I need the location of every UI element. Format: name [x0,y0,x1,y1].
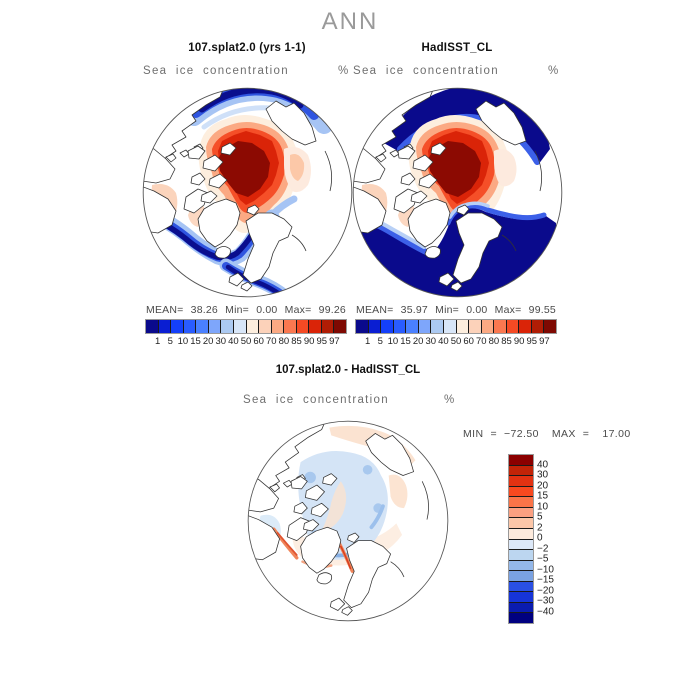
colorbar-tick-label: 15 [190,336,201,347]
diff-max-label: MAX [551,428,576,440]
colorbar-tick-label: 60 [463,336,474,347]
colorbar-tick-label: 97 [539,336,550,347]
colorbar-segment [507,320,520,333]
colorbar-tick-label: 10 [537,501,549,512]
colorbar-tick-label: 70 [265,336,277,347]
colorbar-tick-label: 60 [253,336,264,347]
mean-value: 35.97 [400,304,428,316]
colorbar-segment [509,603,533,614]
colorbar-segment [482,320,495,333]
colorbar-tick-label: 95 [526,336,538,347]
colorbar-tick-label: 80 [278,336,290,347]
colorbar-segment [509,571,533,582]
colorbar-segment [171,320,184,333]
colorbar-segment [334,320,346,333]
colorbar-segment [356,320,369,333]
colorbar-tick-label: 10 [387,336,399,347]
colorbar-segment [159,320,172,333]
colorbar-left [145,319,347,334]
colorbar-tick-label: 40 [228,336,239,347]
colorbar-segment [146,320,159,333]
colorbar-tick-label: 1 [364,336,371,347]
colorbar-segment [494,320,507,333]
stats-left [146,304,346,316]
colorbar-tick-label: 85 [501,336,512,347]
colorbar-tick-label: −20 [537,585,554,596]
colorbar-segment [272,320,285,333]
colorbar-segment [297,320,310,333]
diff-min-value: −72.50 [504,428,539,440]
diff-min-eq: = [490,428,497,440]
colorbar-segment [532,320,545,333]
colorbar-segment [509,476,533,487]
colorbar-segment [509,592,533,603]
min-label: Min= [435,304,460,316]
colorbar-segment [544,320,556,333]
map-model [142,87,353,298]
colorbar-tick-label: −5 [537,553,549,565]
colorbar-segment [509,561,533,572]
page-title: ANN [321,8,379,35]
colorbar-segment [444,320,457,333]
colorbar-tick-label: −15 [537,574,554,586]
colorbar-tick-label: −40 [537,606,554,617]
colorbar-tick-label: 97 [329,336,340,347]
panel-diff-field-label: Sea ice concentration [243,394,389,406]
panel-right-title: HadISST_CL [421,42,493,54]
map-obs [352,87,563,298]
colorbar-segment [509,497,533,508]
colorbar-tick-label: 90 [303,336,315,347]
colorbar-tick-label: 80 [488,336,500,347]
colorbar-tick-label: 15 [537,490,549,502]
colorbar-tick-label: 5 [167,336,173,347]
panel-left-title: 107.splat2.0 (yrs 1-1) [188,42,306,54]
colorbar-tick-label: 30 [215,336,227,347]
diff-min-label: MIN [463,428,484,440]
colorbar-tick-label: 70 [475,336,487,347]
colorbar-segment [322,320,335,333]
mean-label: MEAN= [146,304,184,316]
colorbar-segment [509,613,533,623]
diff-max-eq: = [582,428,590,440]
mean-value: 38.26 [190,304,218,316]
colorbar-segment [509,529,533,540]
colorbar-segment [457,320,470,333]
colorbar-segment [284,320,297,333]
colorbar-tick-label: −2 [537,543,549,554]
colorbar-tick-label: 90 [513,336,525,347]
min-value: 0.00 [466,304,488,316]
colorbar-segment [259,320,272,333]
colorbar-diff-ticks [537,454,571,622]
panel-right-units: % [548,65,559,77]
colorbar-tick-label: 20 [412,336,424,347]
mean-label: MEAN= [356,304,394,316]
colorbar-segment [509,455,533,466]
colorbar-segment [309,320,322,333]
colorbar-segment [509,508,533,519]
colorbar-tick-label: 20 [202,336,214,347]
colorbar-tick-label: 50 [240,336,252,347]
max-value: 99.26 [318,304,346,316]
colorbar-tick-label: 15 [400,336,411,347]
colorbar-segment [196,320,209,333]
colorbar-segment [509,540,533,551]
colorbar-tick-label: 40 [438,336,449,347]
colorbar-tick-label: 40 [537,459,549,470]
colorbar-tick-label: 5 [537,511,543,523]
diff-minmax [463,428,631,440]
colorbar-tick-label: 0 [537,532,543,544]
colorbar-segment [431,320,444,333]
colorbar-segment [369,320,382,333]
max-label: Max= [494,304,522,316]
colorbar-segment [381,320,394,333]
colorbar-tick-label: 30 [537,469,549,481]
max-label: Max= [284,304,312,316]
colorbar-right-ticks [355,336,557,348]
colorbar-segment [247,320,260,333]
panel-diff-units: % [444,394,455,406]
colorbar-segment [234,320,247,333]
colorbar-segment [469,320,482,333]
colorbar-tick-label: 30 [425,336,437,347]
colorbar-segment [184,320,197,333]
min-label: Min= [225,304,250,316]
stats-right [356,304,556,316]
colorbar-segment [519,320,532,333]
map-diff [247,420,449,622]
max-value: 99.55 [528,304,556,316]
colorbar-diff [508,454,534,624]
colorbar-segment [509,487,533,498]
colorbar-segment [509,466,533,477]
colorbar-tick-label: 50 [450,336,462,347]
diff-max-value: 17.00 [602,428,631,440]
colorbar-segment [509,550,533,561]
min-value: 0.00 [256,304,278,316]
colorbar-tick-label: 10 [177,336,189,347]
colorbar-left-ticks [145,336,347,348]
panel-left-units: % [338,65,349,77]
colorbar-tick-label: 95 [316,336,328,347]
colorbar-tick-label: −10 [537,564,554,575]
colorbar-segment [419,320,432,333]
colorbar-tick-label: 20 [537,480,549,491]
panel-diff-title: 107.splat2.0 - HadISST_CL [275,364,421,376]
colorbar-tick-label: 1 [154,336,161,347]
colorbar-right [355,319,557,334]
colorbar-segment [509,582,533,593]
colorbar-segment [209,320,222,333]
colorbar-segment [406,320,419,333]
colorbar-tick-label: 2 [537,522,543,533]
colorbar-tick-label: 5 [377,336,383,347]
panel-right-field-label: Sea ice concentration [353,65,499,77]
colorbar-segment [394,320,407,333]
panel-left-field-label: Sea ice concentration [143,65,289,77]
colorbar-segment [221,320,234,333]
colorbar-tick-label: 85 [291,336,302,347]
colorbar-tick-label: −30 [537,595,554,607]
colorbar-segment [509,518,533,529]
